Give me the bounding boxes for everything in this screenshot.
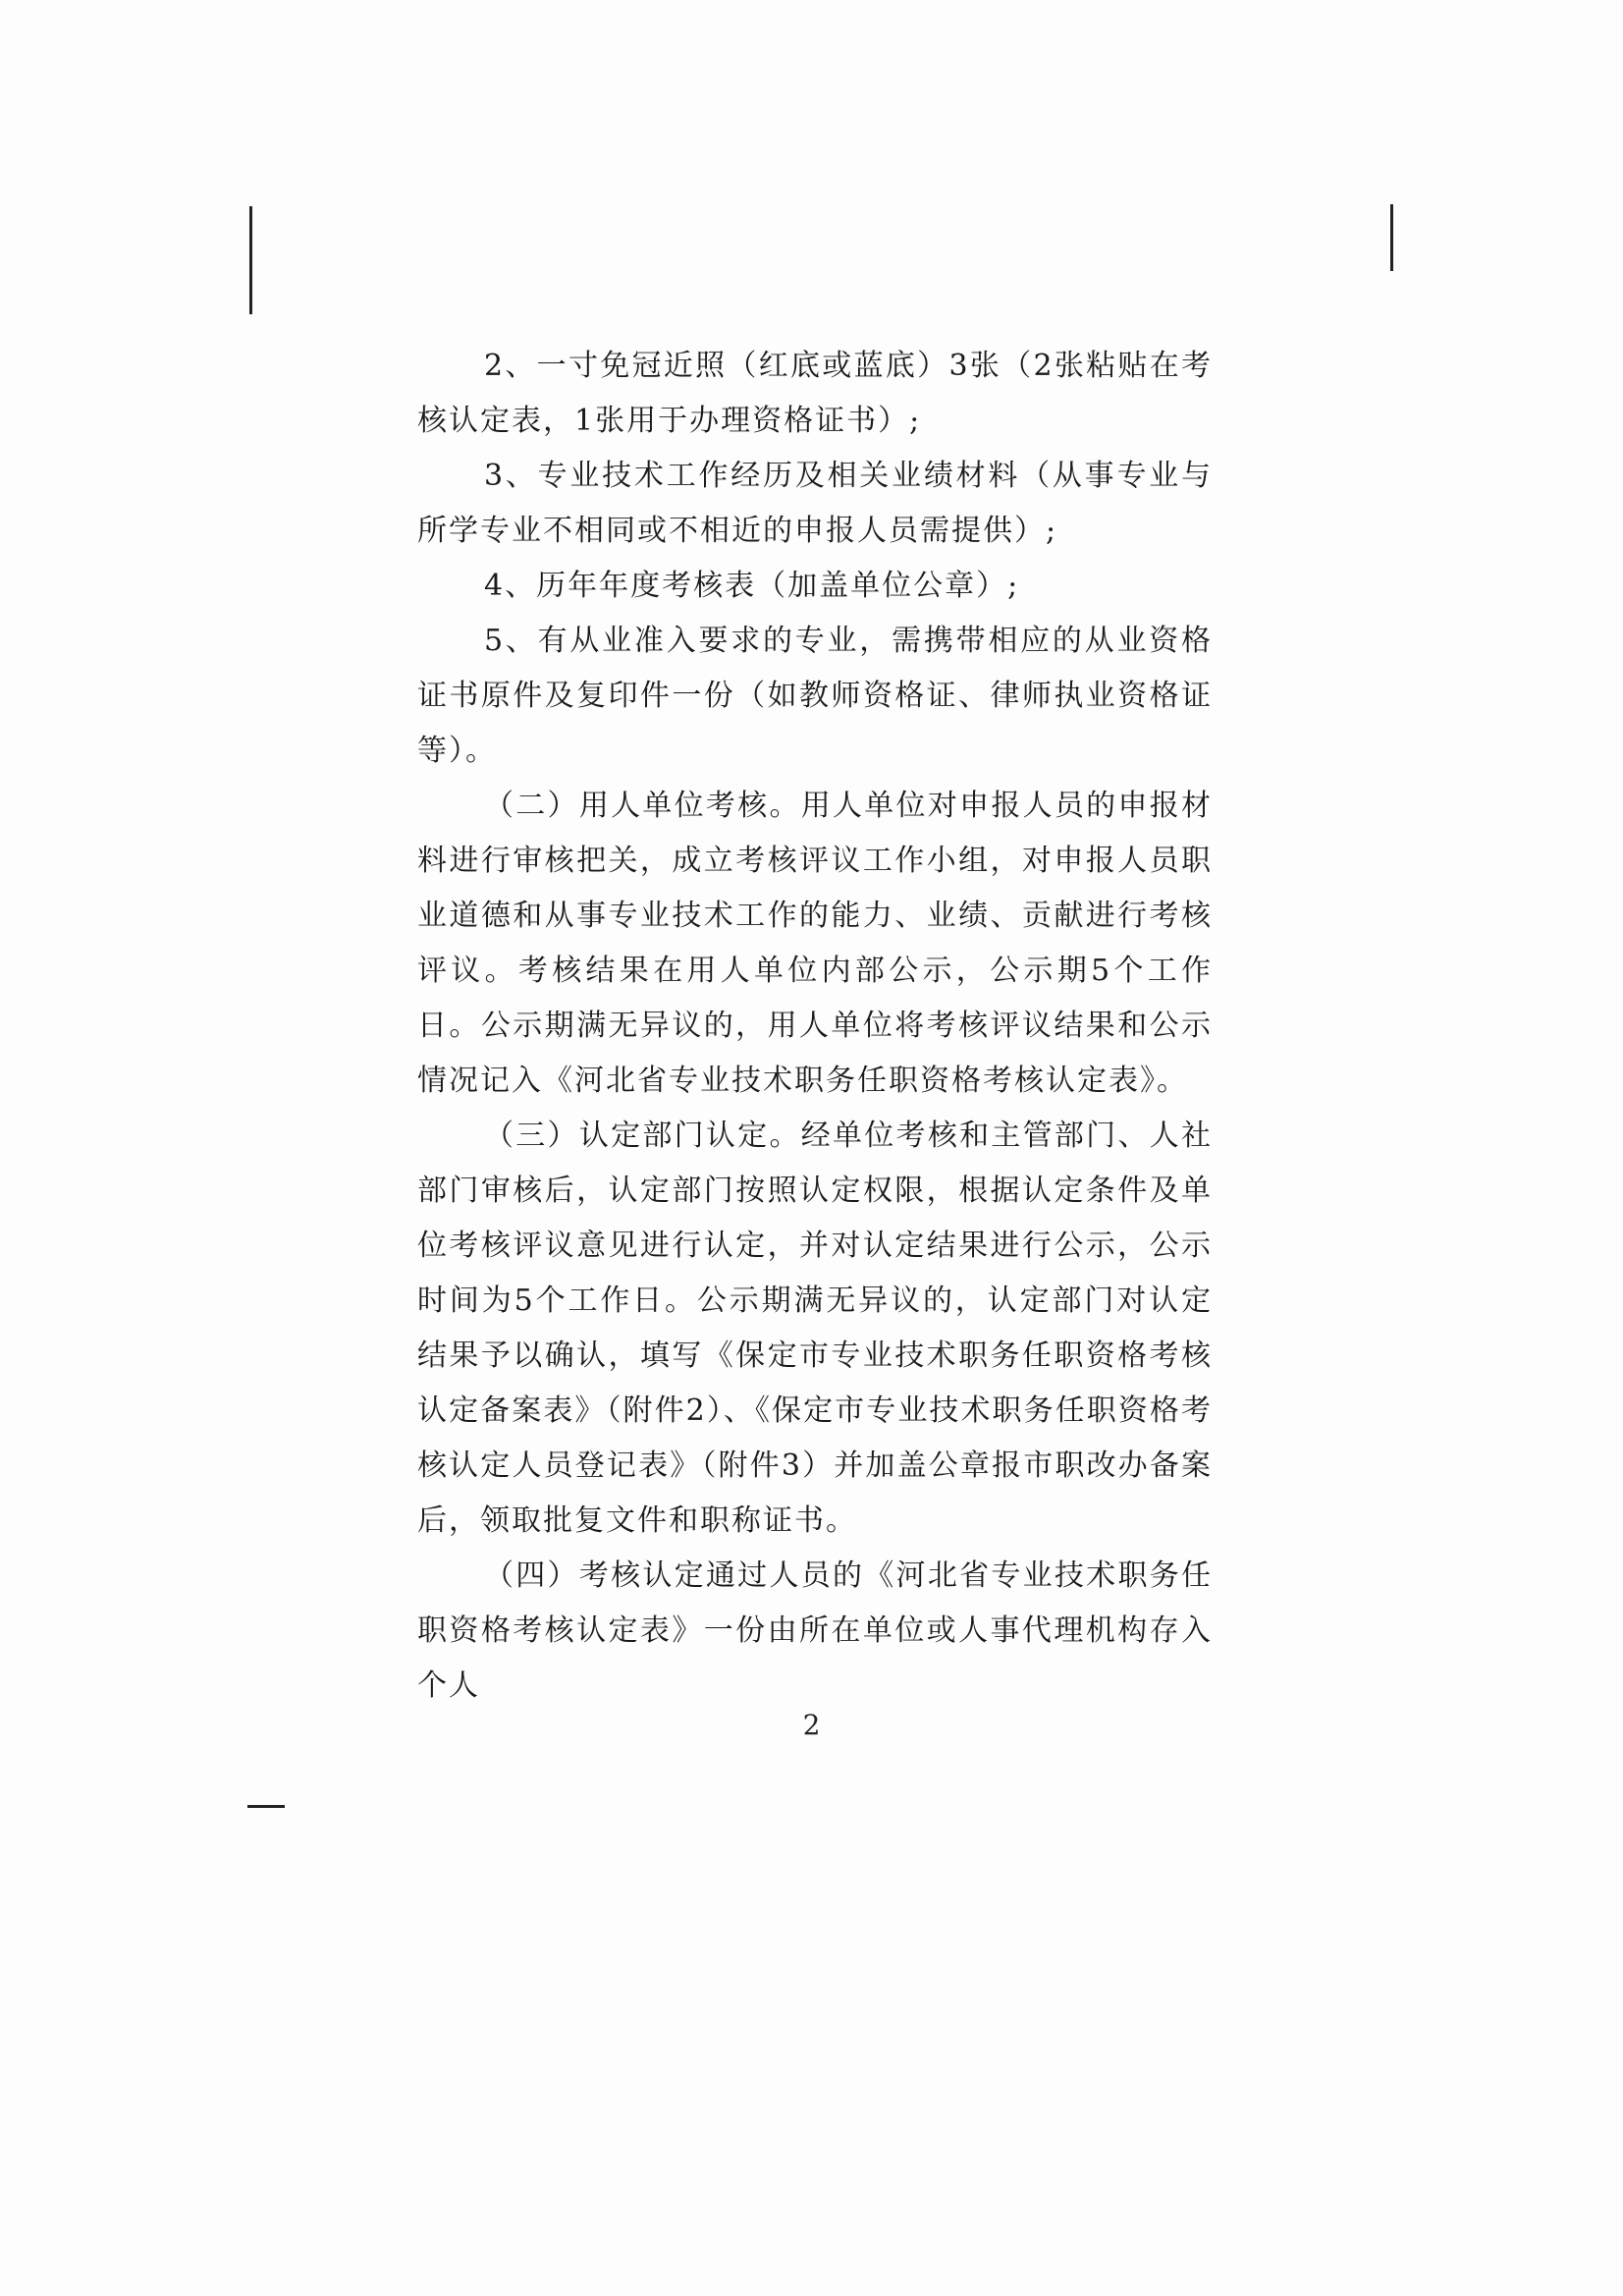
paragraph-item-2: 2、一寸免冠近照（红底或蓝底）3张（2张粘贴在考核认定表，1张用于办理资格证书）; [417,349,1213,438]
paragraph-section-4: （四）考核认定通过人员的《河北省专业技术职务任职资格考核认定表》一份由所在单位或人事代理机构存入个人 [417,1558,1213,1703]
paragraph-item-4: 4、历年年度考核表（加盖单位公章）; [484,569,1020,603]
paragraph-item-5: 5、有从业准入要求的专业，需携带相应的从业资格证书原件及复印件一份（如教师资格证、律师执业资格证等）。 [417,624,1213,768]
paragraph-section-3: （三）认定部门认定。经单位考核和主管部门、人社部门审核后，认定部门按照认定权限，根据认定条件及单位考核评议意见进行认定，并对认定结果进行公示，公示时间为5个工作日。公示期满无异议的，认定部门对认定结果予以确认，填写《保定市专业技术职务任职资格考核认定备案表》（附件2）、《保定市专业技术职务任职资格考核认定人员登记表》（附件3）并加盖公章报市职改办备案后，领取批复文件和职称证书。 [417,1119,1213,1538]
paragraph-item-3: 3、专业技术工作经历及相关业绩材料（从事专业与所学专业不相同或不相近的申报人员需提供）; [417,459,1213,548]
page-number: 2 [802,1709,821,1741]
paragraph-section-2: （二）用人单位考核。用人单位对申报人员的申报材料进行审核把关，成立考核评议工作小组，对申报人员职业道德和从事专业技术工作的能力、业绩、贡献进行考核评议。考核结果在用人单位内部公示，公示期5个工作日。公示期满无异议的，用人单位将考核评议结果和公示情况记入《河北省专业技术职务任职资格考核认定表》。 [417,789,1213,1098]
scan-edge-mark [1390,204,1393,271]
scan-edge-mark [247,1805,285,1808]
document-body [417,339,1213,1714]
scan-edge-mark [249,206,252,314]
